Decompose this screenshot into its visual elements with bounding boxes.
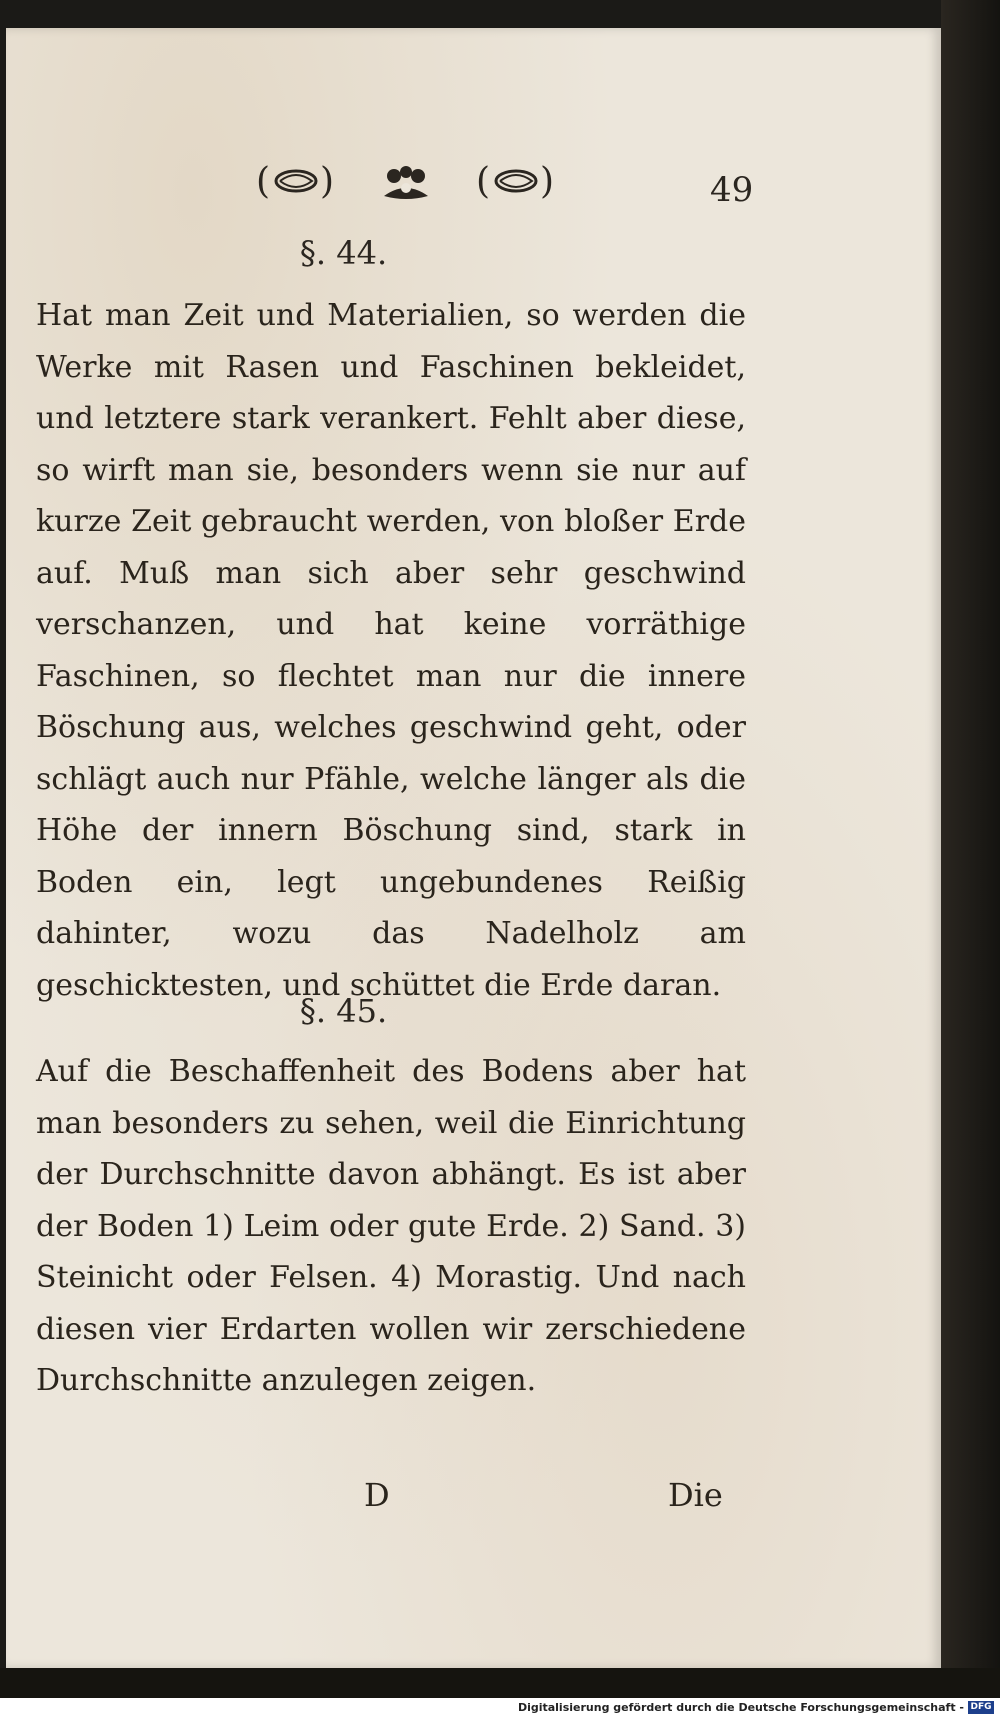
ornament-center-icon: [376, 162, 436, 210]
svg-text:): ): [320, 161, 335, 202]
footer-credit: Digitalisierung gefördert durch die Deutsche Forschungsgemeinschaft -: [517, 1701, 964, 1714]
ornament-left-icon: [256, 159, 336, 213]
book-spine: [941, 0, 1000, 1717]
svg-text:(: (: [476, 161, 491, 202]
section-45-text: Auf die Beschaffenheit des Bodens aber hat man besonders zu sehen, weil die Einrichtung der Durchschnitte davon abhängt. Es ist aber der Boden 1) Leim oder gute Erde. 2) Sand. 3) Steinicht oder Felsen. 4) Morastig. Und nach diesen vier Erdarten wollen wir zerschiedene Durchschnitte anzulegen zeigen.: [36, 1054, 746, 1398]
signature-mark: D: [364, 1476, 390, 1514]
book-page: [6, 28, 941, 1668]
header-ornament: [256, 156, 556, 216]
scan-bottom-edge: [0, 1668, 1000, 1698]
section-45-paragraph: [36, 1046, 746, 1407]
digitization-footer: [0, 1698, 1000, 1717]
section-heading-44: §. 44.: [299, 234, 388, 272]
svg-text:): ): [540, 161, 555, 202]
ornament-right-icon: [476, 159, 556, 213]
svg-text:(: (: [256, 161, 271, 202]
dfg-logo-icon: DFG: [968, 1701, 994, 1714]
section-44-paragraph: [36, 290, 746, 1011]
section-heading-45: §. 45.: [299, 992, 388, 1030]
catchword: Die: [668, 1476, 723, 1514]
page-number: 49: [710, 170, 754, 210]
section-44-text: Hat man Zeit und Materialien, so werden die Werke mit Rasen und Faschinen bekleidet, und letztere stark verankert. Fehlt aber diese, so wirft man sie, besonders wenn sie nur auf kurze Zeit gebraucht werden, von bloßer Erde auf. Muß man sich aber sehr geschwind verschanzen, und hat keine vorräthige Faschinen, so flechtet man nur die innere Böschung aus, welches geschwind geht, oder schlägt auch nur Pfähle, welche länger als die Höhe der innern Böschung sind, stark in Boden ein, legt ungebundenes Reißig dahinter, wozu das Nadelholz am geschicktesten, und schüttet die Erde daran.: [36, 298, 746, 1003]
